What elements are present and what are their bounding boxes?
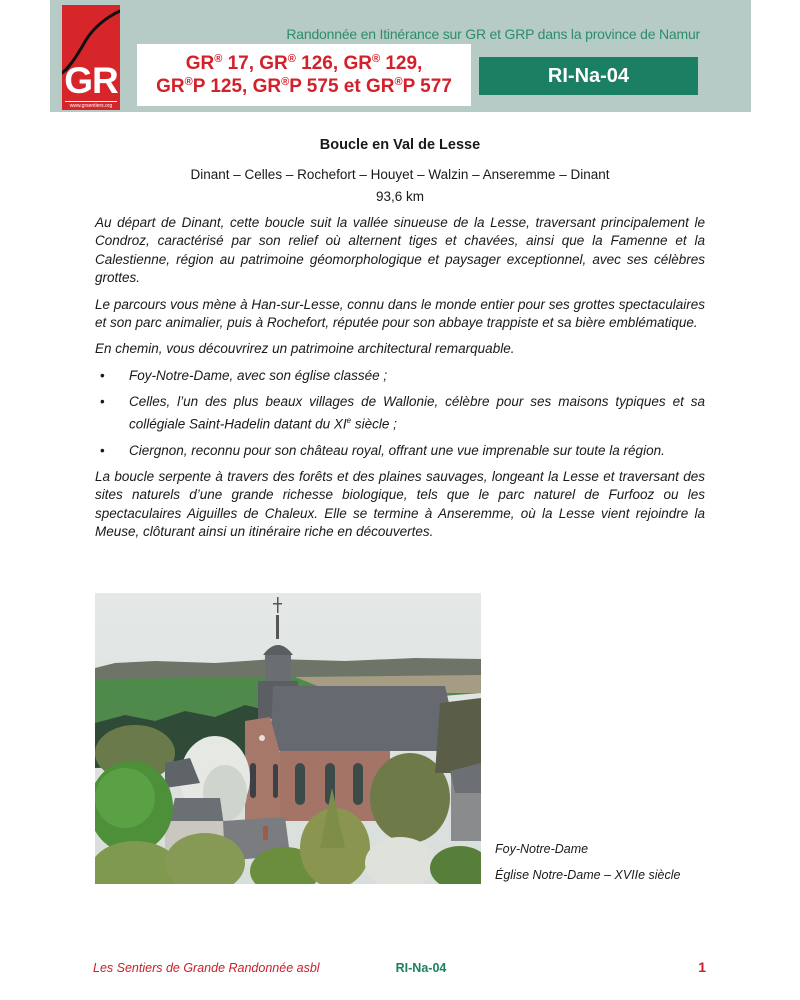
route-prefix: GR — [252, 76, 282, 97]
registered-mark: ® — [214, 53, 223, 65]
route-number: 129, — [380, 53, 423, 74]
list-item — [95, 442, 705, 460]
routes-box — [137, 44, 471, 106]
routes-line-2 — [137, 75, 471, 98]
registered-mark: ® — [371, 53, 381, 65]
registered-mark: ® — [287, 53, 296, 65]
description-body — [95, 214, 705, 550]
logo-gr-text: GR — [64, 60, 118, 101]
paragraph: La boucle serpente à travers des forêts et des plaines sauvages, longeant la Lesse et traversant des sites naturels d’une grande richesse biologique, tels que le parc naturel de Furfooz ou les spectaculaires Aiguilles de Chaleux. Elle se termine à Anseremme, où la Lesse vient rejoindre la Meuse, clôturant ainsi un itinéraire riche en découvertes. — [95, 468, 705, 540]
footer-organization: Les Sentiers de Grande Randonnée asbl — [93, 961, 320, 975]
itinerary-code-badge: RI-Na-04 — [479, 57, 698, 95]
route-prefix: GR — [156, 76, 185, 97]
bullet-icon: • — [100, 394, 105, 410]
route-number: P 575 et — [289, 76, 366, 97]
header-tagline: Randonnée en Itinérance sur GR et GRP dans la province de Namur — [286, 26, 700, 42]
page-title: Boucle en Val de Lesse — [319, 137, 481, 153]
list-item-text: Celles, l’un des plus beaux villages de Wallonie, célèbre pour ses maisons typiques et sa collégiale Saint-Hadelin datant du XI — [129, 394, 705, 432]
registered-mark: ® — [281, 76, 290, 88]
route-prefix: GR — [185, 53, 215, 74]
route-stages: Dinant – Celles – Rochefort – Houyet – Walzin – Anseremme – Dinant — [190, 167, 610, 182]
superscript: e — [346, 415, 352, 425]
paragraph: Au départ de Dinant, cette boucle suit la vallée sinueuse de la Lesse, traversant principalement le Condroz, caractérisé par son relief où alternent tiges et chavées, ainsi que la Famenne et la Calestienne, région au patrimoine géomorphologique et paysager exceptionnel, avec ses célèbres grottes. — [95, 215, 705, 286]
route-number: P 577 — [402, 76, 452, 97]
logo-url: www.grsentiers.org — [65, 101, 117, 110]
route-prefix: GR — [259, 53, 288, 74]
photo-caption-place: Foy-Notre-Dame — [495, 842, 589, 856]
registered-mark: ® — [394, 76, 403, 88]
list-item-text: Ciergnon, reconnu pour son château royal, offrant une vue imprenable sur toute la région. — [129, 442, 665, 458]
bullet-icon: • — [100, 442, 105, 458]
list-item — [95, 367, 705, 385]
route-number: 17, — [222, 53, 260, 74]
routes-line-1 — [137, 52, 471, 75]
church-landscape-image — [95, 593, 481, 884]
paragraph: Le parcours vous mène à Han-sur-Lesse, connu dans le monde entier pour ses grottes spectaculaires et son parc animalier, puis à Rochefort, réputée pour son abbaye trappiste et sa bière emblématique. — [95, 296, 705, 331]
church-photo — [95, 593, 481, 884]
paragraph: En chemin, vous découvrirez un patrimoine architectural remarquable. — [95, 341, 515, 357]
route-number: P 125, — [192, 76, 253, 97]
list-item — [95, 393, 705, 433]
gr-logo — [62, 5, 120, 110]
list-item-text: siècle ; — [351, 416, 397, 432]
bullet-icon: • — [100, 367, 105, 383]
registered-mark: ® — [184, 76, 193, 88]
route-number: 126, — [295, 53, 344, 74]
photo-caption-subject: Église Notre-Dame – XVIIe siècle — [495, 868, 681, 882]
route-prefix: GR — [343, 53, 372, 74]
page-number: 1 — [698, 959, 706, 975]
route-prefix: GR — [365, 76, 395, 97]
route-distance: 93,6 km — [375, 189, 425, 204]
list-item-text: Foy-Notre-Dame, avec son église classée ; — [129, 367, 388, 383]
footer-code: RI-Na-04 — [395, 961, 447, 975]
heritage-list — [95, 367, 705, 460]
